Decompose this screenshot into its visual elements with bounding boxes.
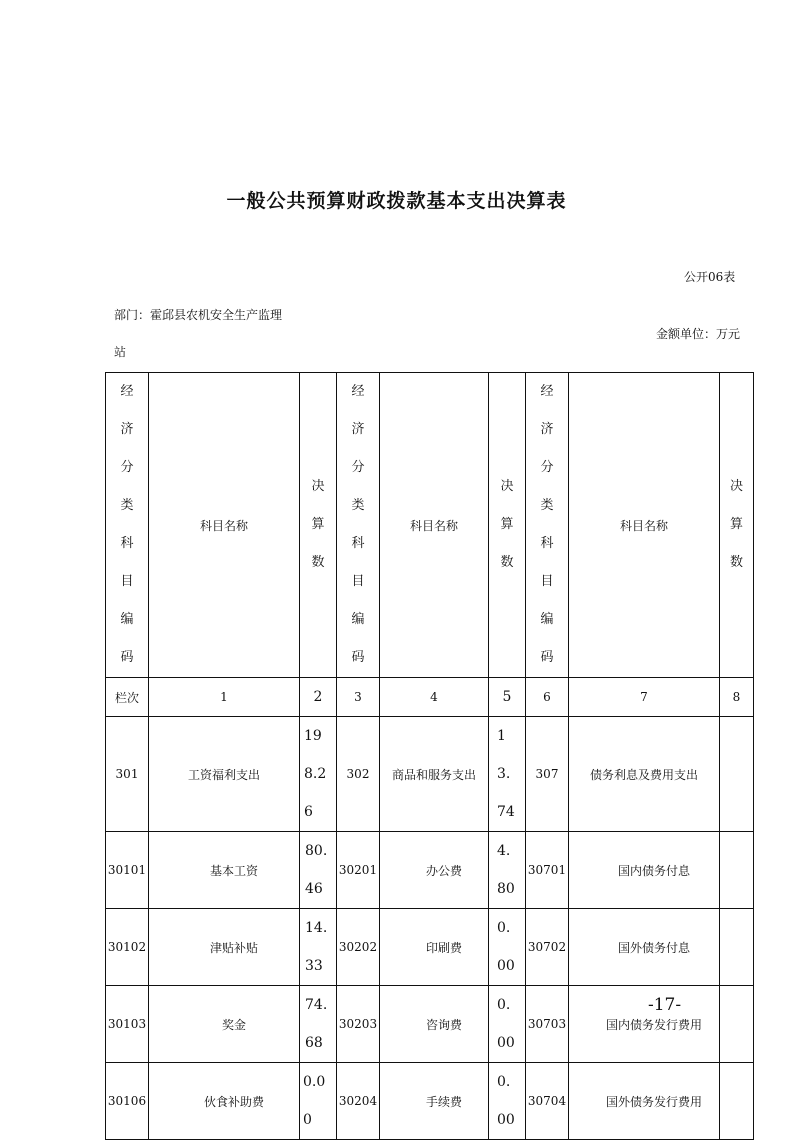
column-number: 7 [569, 678, 720, 717]
column-number: 1 [149, 678, 300, 717]
code-cell: 30703 [526, 986, 569, 1063]
amount-unit: 金额单位：万元 [656, 327, 741, 341]
header-amount-3: 决算数 [720, 373, 754, 678]
table-row [106, 1063, 754, 1140]
table-row [106, 909, 754, 986]
header-code-3: 经济分类科目编码 [526, 373, 569, 678]
amount-cell: 13.74 [489, 717, 526, 832]
table-row [106, 717, 754, 832]
code-cell: 30203 [337, 986, 380, 1063]
name-cell: 国外债务发行费用 [569, 1063, 720, 1140]
amount-cell [720, 986, 754, 1063]
code-cell: 30701 [526, 832, 569, 909]
amount-cell: 0.00 [489, 909, 526, 986]
amount-cell: 14.33 [300, 909, 337, 986]
header-name-1: 科目名称 [149, 373, 300, 678]
department-label: 部门：霍邱县农机安全生产监理 [114, 308, 283, 322]
department-label-continued: 站 [114, 345, 127, 359]
amount-cell [720, 1063, 754, 1140]
name-cell: 债务利息及费用支出 [569, 717, 720, 832]
name-cell: 国内债务付息 [569, 832, 720, 909]
name-cell: 工资福利支出 [149, 717, 300, 832]
amount-cell [720, 909, 754, 986]
header-code-1: 经济分类科目编码 [106, 373, 149, 678]
amount-cell [720, 832, 754, 909]
code-cell: 302 [337, 717, 380, 832]
name-cell: 津贴补贴 [149, 909, 300, 986]
name-cell: 咨询费 [380, 986, 489, 1063]
amount-cell: 198.26 [300, 717, 337, 832]
code-cell: 30202 [337, 909, 380, 986]
code-cell: 30102 [106, 909, 149, 986]
amount-cell: 0.00 [489, 1063, 526, 1140]
code-cell: 30702 [526, 909, 569, 986]
column-number: 栏次 [106, 678, 149, 717]
code-cell: 307 [526, 717, 569, 832]
name-cell: 印刷费 [380, 909, 489, 986]
name-cell: 手续费 [380, 1063, 489, 1140]
header-code-2: 经济分类科目编码 [337, 373, 380, 678]
code-cell: 30101 [106, 832, 149, 909]
code-cell: 30201 [337, 832, 380, 909]
amount-cell: 4.80 [489, 832, 526, 909]
column-number: 5 [489, 678, 526, 717]
page-number: -17- [648, 995, 682, 1015]
column-number: 2 [300, 678, 337, 717]
column-number: 3 [337, 678, 380, 717]
code-cell: 30106 [106, 1063, 149, 1140]
name-cell: 办公费 [380, 832, 489, 909]
name-cell: 商品和服务支出 [380, 717, 489, 832]
header-amount-1: 决算数 [300, 373, 337, 678]
header-name-2: 科目名称 [380, 373, 489, 678]
name-cell: 基本工资 [149, 832, 300, 909]
code-cell: 30704 [526, 1063, 569, 1140]
form-number: 公开06表 [684, 270, 736, 284]
name-cell: 伙食补助费 [149, 1063, 300, 1140]
column-number: 4 [380, 678, 489, 717]
expenditure-table [105, 372, 754, 1140]
table-row [106, 832, 754, 909]
name-cell: 奖金 [149, 986, 300, 1063]
header-amount-2: 决算数 [489, 373, 526, 678]
header-row [106, 373, 754, 678]
amount-cell: 80.46 [300, 832, 337, 909]
name-cell: 国内债务发行费用 [569, 986, 720, 1063]
column-number: 6 [526, 678, 569, 717]
column-number-row [106, 678, 754, 717]
name-cell: 国外债务付息 [569, 909, 720, 986]
header-name-3: 科目名称 [569, 373, 720, 678]
amount-cell [720, 717, 754, 832]
code-cell: 30204 [337, 1063, 380, 1140]
amount-cell: 74.68 [300, 986, 337, 1063]
amount-cell: 0.00 [300, 1063, 337, 1140]
code-cell: 301 [106, 717, 149, 832]
page-title: 一般公共预算财政拨款基本支出决算表 [226, 190, 567, 212]
column-number: 8 [720, 678, 754, 717]
code-cell: 30103 [106, 986, 149, 1063]
amount-cell: 0.00 [489, 986, 526, 1063]
